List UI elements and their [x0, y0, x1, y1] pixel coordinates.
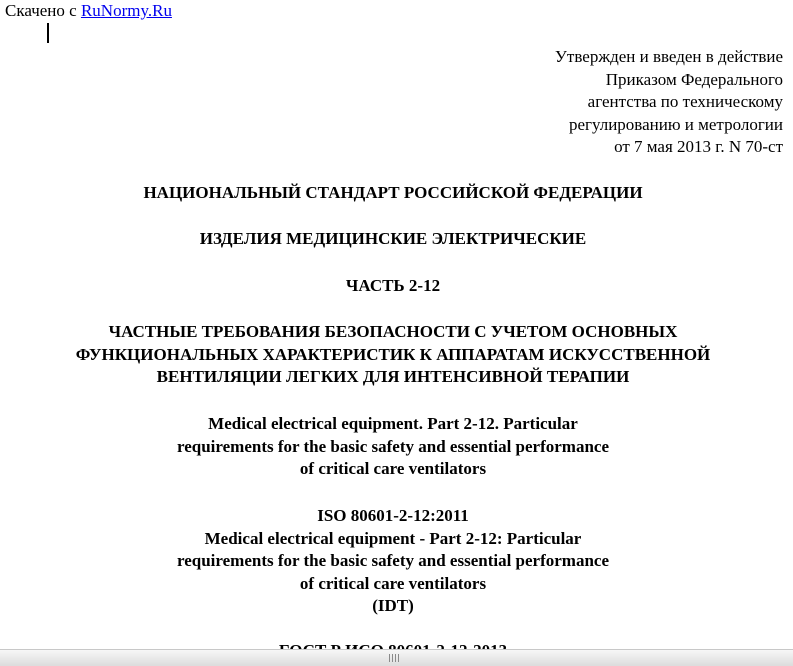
- english-title-line: requirements for the basic safety and essential performance: [176, 436, 610, 456]
- english-title-line: Medical electrical equipment. Part 2-12. Particular: [208, 414, 578, 433]
- source-line: [5, 1, 172, 21]
- iso-line: Medical electrical equipment - Part 2-12: Particular: [204, 528, 582, 548]
- resize-grip-icon[interactable]: [389, 654, 401, 662]
- iso-line: ISO 80601-2-12:2011: [317, 506, 469, 525]
- title-requirements-line: ФУНКЦИОНАЛЬНЫХ ХАРАКТЕРИСТИК К АППАРАТАМ ИСКУССТВЕННОЙ: [75, 344, 711, 364]
- title-requirements: [0, 321, 786, 389]
- iso-line: of critical care ventilators: [299, 573, 487, 593]
- title-requirements-line: ЧАСТНЫЕ ТРЕБОВАНИЯ БЕЗОПАСНОСТИ С УЧЕТОМ ОСНОВНЫХ: [108, 322, 678, 341]
- title-products: ИЗДЕЛИЯ МЕДИЦИНСКИЕ ЭЛЕКТРИЧЕСКИЕ: [199, 229, 587, 248]
- iso-line: (IDT): [372, 596, 414, 616]
- text-caret: [47, 23, 49, 43]
- english-title: [0, 413, 786, 481]
- approval-line: агентства по техническому: [587, 92, 783, 112]
- title-part: ЧАСТЬ 2-12: [345, 276, 441, 295]
- iso-line: requirements for the basic safety and essential performance: [176, 551, 610, 571]
- source-link[interactable]: RuNormy.Ru: [80, 1, 172, 20]
- title-national-standard: НАЦИОНАЛЬНЫЙ СТАНДАРТ РОССИЙСКОЙ ФЕДЕРАЦИИ: [143, 183, 643, 202]
- approval-line: Утвержден и введен в действие: [554, 47, 783, 66]
- source-prefix: Скачено с: [5, 1, 81, 20]
- title-requirements-line: ВЕНТИЛЯЦИИ ЛЕГКИХ ДЛЯ ИНТЕНСИВНОЙ ТЕРАПИИ: [156, 367, 630, 387]
- approval-line: Приказом Федерального: [605, 69, 783, 89]
- status-bar: [0, 649, 793, 666]
- approval-line: от 7 мая 2013 г. N 70-ст: [614, 137, 783, 157]
- approval-block: [555, 46, 783, 159]
- iso-block: [0, 505, 786, 618]
- approval-line: регулированию и метрологии: [568, 114, 783, 134]
- english-title-line: of critical care ventilators: [299, 459, 487, 479]
